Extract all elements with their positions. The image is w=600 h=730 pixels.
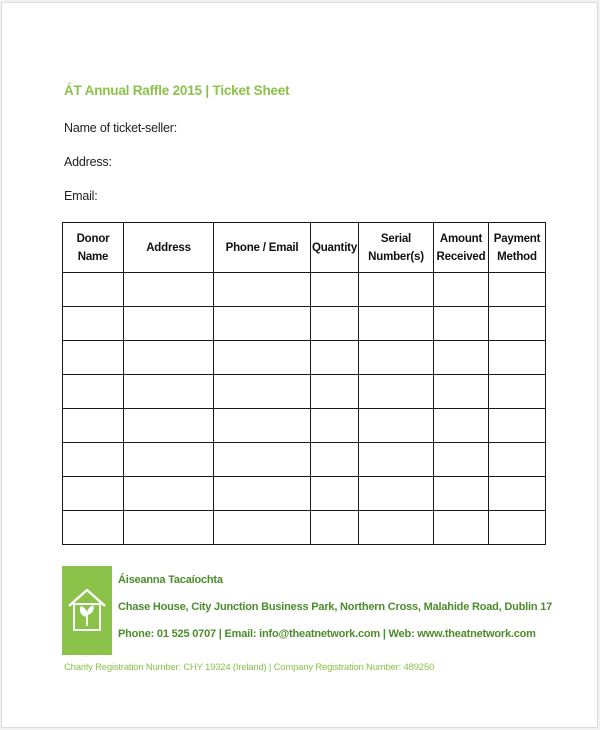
table-row bbox=[63, 341, 546, 375]
cell-payment-method[interactable] bbox=[489, 341, 546, 375]
cell-address[interactable] bbox=[124, 307, 214, 341]
cell-phone-email[interactable] bbox=[214, 273, 311, 307]
cell-phone-email[interactable] bbox=[214, 409, 311, 443]
column-header-donor-name: Donor Name bbox=[63, 223, 124, 273]
cell-donor-name[interactable] bbox=[63, 409, 124, 443]
cell-payment-method[interactable] bbox=[489, 511, 546, 545]
cell-serial-numbers[interactable] bbox=[359, 409, 434, 443]
cell-serial-numbers[interactable] bbox=[359, 307, 434, 341]
cell-amount-received[interactable] bbox=[434, 307, 489, 341]
table-row bbox=[63, 443, 546, 477]
cell-payment-method[interactable] bbox=[489, 477, 546, 511]
cell-quantity[interactable] bbox=[311, 375, 359, 409]
registration-numbers: Charity Registration Number: CHY 19324 (Ireland) | Company Registration Number: 489250 bbox=[64, 662, 435, 673]
cell-amount-received[interactable] bbox=[434, 443, 489, 477]
cell-phone-email[interactable] bbox=[214, 307, 311, 341]
table-row bbox=[63, 307, 546, 341]
cell-donor-name[interactable] bbox=[63, 477, 124, 511]
cell-phone-email[interactable] bbox=[214, 511, 311, 545]
cell-address[interactable] bbox=[124, 443, 214, 477]
document-title: ÁT Annual Raffle 2015 | Ticket Sheet bbox=[64, 83, 290, 98]
cell-quantity[interactable] bbox=[311, 477, 359, 511]
cell-quantity[interactable] bbox=[311, 341, 359, 375]
ticket-seller-name-label: Name of ticket-seller: bbox=[64, 121, 177, 135]
cell-serial-numbers[interactable] bbox=[359, 511, 434, 545]
email-label: Email: bbox=[64, 189, 98, 203]
cell-amount-received[interactable] bbox=[434, 511, 489, 545]
cell-donor-name[interactable] bbox=[63, 341, 124, 375]
cell-payment-method[interactable] bbox=[489, 409, 546, 443]
table-row bbox=[63, 477, 546, 511]
cell-address[interactable] bbox=[124, 409, 214, 443]
cell-address[interactable] bbox=[124, 375, 214, 409]
cell-amount-received[interactable] bbox=[434, 341, 489, 375]
organization-name: Áiseanna Tacaíochta bbox=[118, 574, 223, 586]
cell-donor-name[interactable] bbox=[63, 273, 124, 307]
table-row bbox=[63, 511, 546, 545]
cell-payment-method[interactable] bbox=[489, 375, 546, 409]
cell-serial-numbers[interactable] bbox=[359, 341, 434, 375]
cell-phone-email[interactable] bbox=[214, 341, 311, 375]
column-header-quantity: Quantity bbox=[311, 223, 359, 273]
cell-serial-numbers[interactable] bbox=[359, 443, 434, 477]
cell-amount-received[interactable] bbox=[434, 477, 489, 511]
cell-quantity[interactable] bbox=[311, 511, 359, 545]
cell-address[interactable] bbox=[124, 341, 214, 375]
table-row bbox=[63, 375, 546, 409]
column-header-phone-email: Phone / Email bbox=[214, 223, 311, 273]
cell-amount-received[interactable] bbox=[434, 409, 489, 443]
organization-contact: Phone: 01 525 0707 | Email: info@theatnetwork.com | Web: www.theatnetwork.com bbox=[118, 628, 536, 640]
cell-quantity[interactable] bbox=[311, 409, 359, 443]
document-page bbox=[1, 2, 598, 728]
cell-address[interactable] bbox=[124, 273, 214, 307]
cell-serial-numbers[interactable] bbox=[359, 477, 434, 511]
cell-address[interactable] bbox=[124, 477, 214, 511]
column-header-address: Address bbox=[124, 223, 214, 273]
column-header-amount-received: Amount Received bbox=[434, 223, 489, 273]
cell-amount-received[interactable] bbox=[434, 273, 489, 307]
cell-phone-email[interactable] bbox=[214, 477, 311, 511]
column-header-payment-method: Payment Method bbox=[489, 223, 546, 273]
cell-donor-name[interactable] bbox=[63, 307, 124, 341]
table-row bbox=[63, 273, 546, 307]
table-body bbox=[63, 273, 546, 545]
table-header-row bbox=[63, 223, 546, 273]
cell-payment-method[interactable] bbox=[489, 443, 546, 477]
cell-payment-method[interactable] bbox=[489, 273, 546, 307]
cell-quantity[interactable] bbox=[311, 273, 359, 307]
cell-serial-numbers[interactable] bbox=[359, 375, 434, 409]
organization-logo bbox=[62, 566, 112, 655]
cell-phone-email[interactable] bbox=[214, 375, 311, 409]
cell-phone-email[interactable] bbox=[214, 443, 311, 477]
cell-address[interactable] bbox=[124, 511, 214, 545]
address-label: Address: bbox=[64, 155, 112, 169]
house-with-leaf-icon bbox=[67, 584, 107, 636]
cell-serial-numbers[interactable] bbox=[359, 273, 434, 307]
cell-donor-name[interactable] bbox=[63, 511, 124, 545]
organization-address: Chase House, City Junction Business Park, Northern Cross, Malahide Road, Dublin 17 bbox=[118, 601, 553, 613]
column-header-serial-numbers: Serial Number(s) bbox=[359, 223, 434, 273]
cell-donor-name[interactable] bbox=[63, 375, 124, 409]
cell-quantity[interactable] bbox=[311, 443, 359, 477]
cell-quantity[interactable] bbox=[311, 307, 359, 341]
cell-payment-method[interactable] bbox=[489, 307, 546, 341]
cell-amount-received[interactable] bbox=[434, 375, 489, 409]
ticket-table bbox=[62, 222, 546, 545]
cell-donor-name[interactable] bbox=[63, 443, 124, 477]
table-row bbox=[63, 409, 546, 443]
